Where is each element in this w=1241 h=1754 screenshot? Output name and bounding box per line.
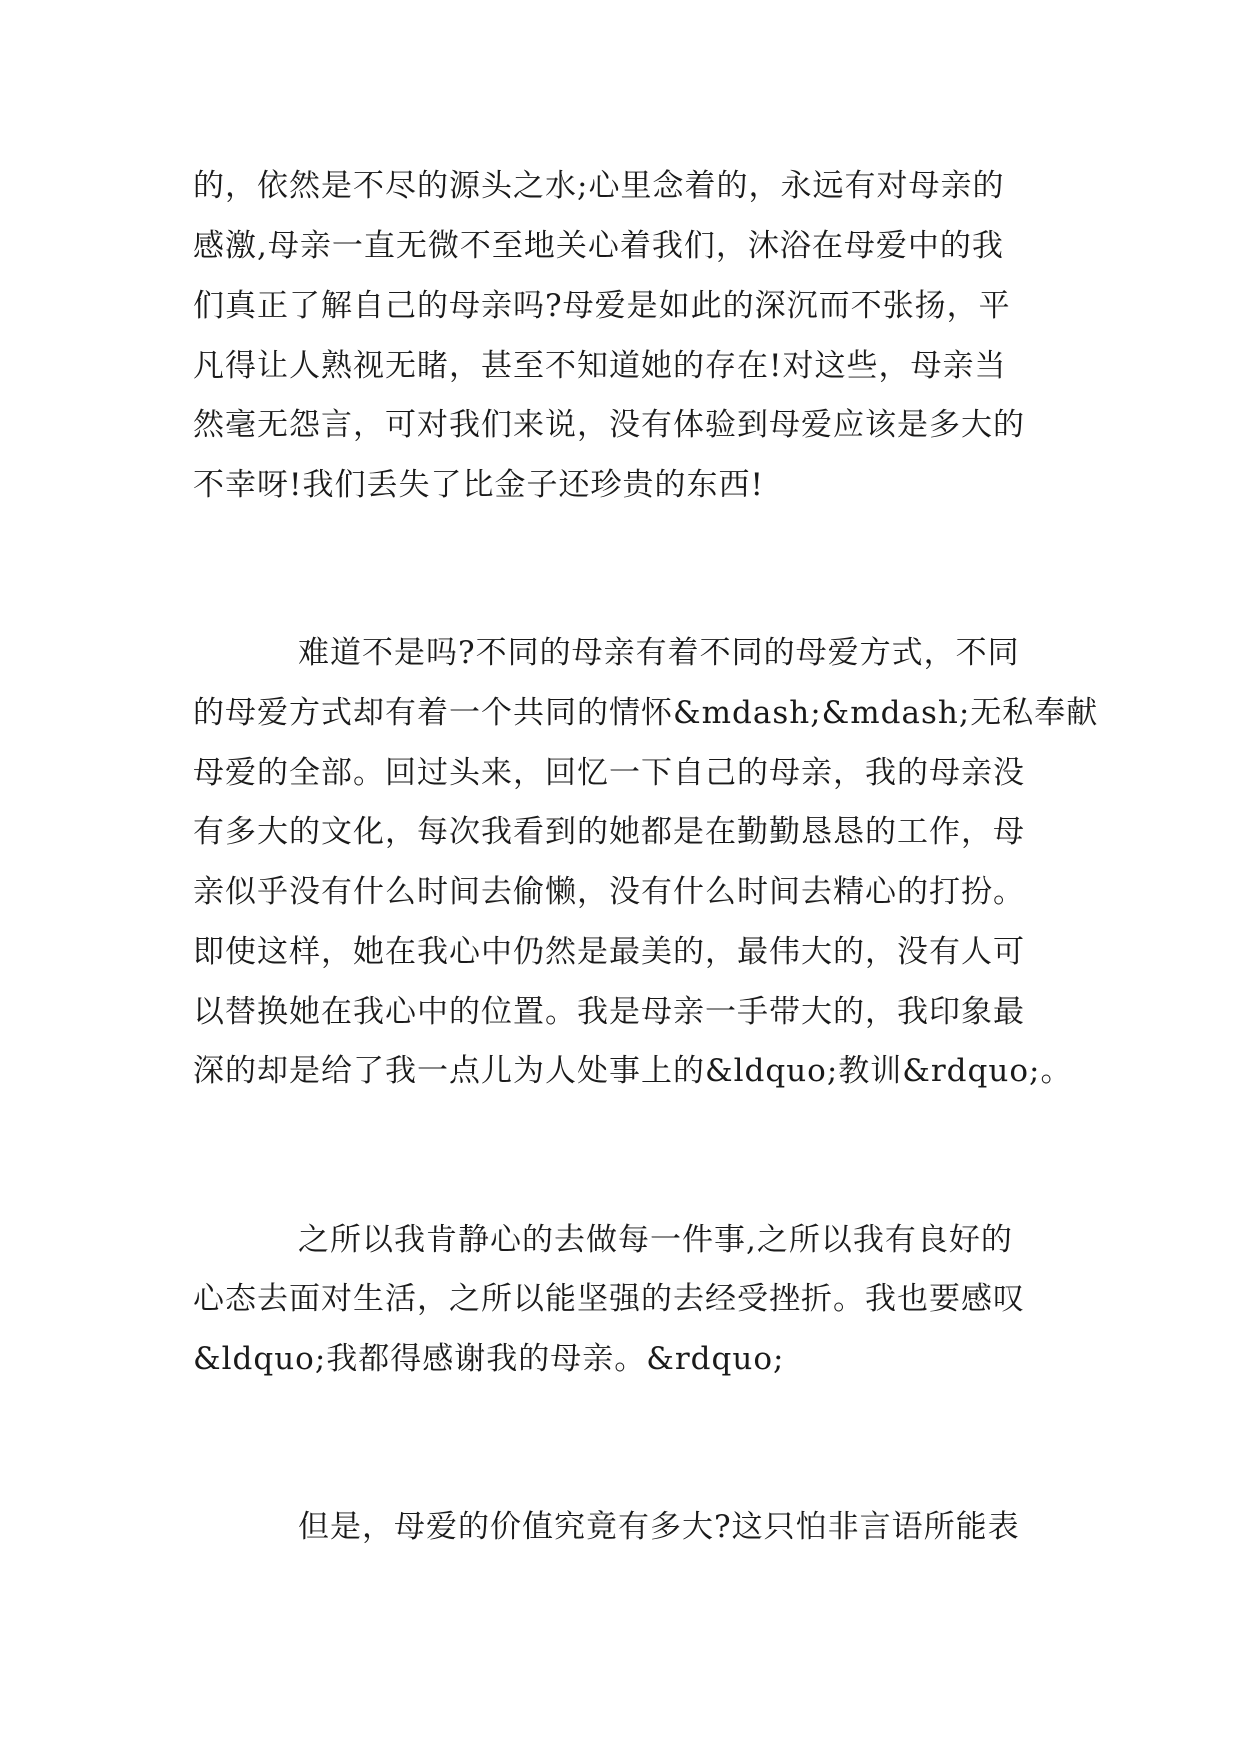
- paragraph-2-line-1: 难道不是吗?不同的母亲有着不同的母爱方式，不同: [298, 635, 1020, 671]
- paragraph-2-line-8: 深的却是给了我一点儿为人处事上的&ldquo;教训&rdquo;。: [193, 1053, 1073, 1089]
- paragraph-1-line-4: 凡得让人熟视无睹，甚至不知道她的存在!对这些，母亲当: [193, 348, 1007, 384]
- paragraph-2-line-7: 以替换她在我心中的位置。我是母亲一手带大的，我印象最: [193, 994, 1025, 1030]
- paragraph-1-line-6: 不幸呀!我们丢失了比金子还珍贵的东西!: [193, 467, 764, 503]
- paragraph-2-line-2: 的母爱方式却有着一个共同的情怀&mdash;&mdash;无私奉献: [193, 695, 1099, 731]
- paragraph-2-line-3: 母爱的全部。回过头来，回忆一下自己的母亲，我的母亲没: [193, 755, 1025, 791]
- paragraph-3-line-2: 心态去面对生活，之所以能坚强的去经受挫折。我也要感叹: [193, 1281, 1025, 1317]
- paragraph-2-line-5: 亲似乎没有什么时间去偷懒，没有什么时间去精心的打扮。: [193, 874, 1025, 910]
- paragraph-3-line-1: 之所以我肯静心的去做每一件事,之所以我有良好的: [298, 1222, 1013, 1258]
- paragraph-1-line-3: 们真正了解自己的母亲吗?母爱是如此的深沉而不张扬，平: [193, 288, 1011, 324]
- paragraph-1-line-1: 的，依然是不尽的源头之水;心里念着的，永远有对母亲的: [193, 168, 1005, 204]
- paragraph-4-line-1: 但是，母爱的价值究竟有多大?这只怕非言语所能表: [298, 1509, 1020, 1545]
- paragraph-1-line-5: 然毫无怨言，可对我们来说，没有体验到母爱应该是多大的: [193, 407, 1025, 443]
- paragraph-1-line-2: 感激,母亲一直无微不至地关心着我们，沐浴在母爱中的我: [193, 228, 1004, 264]
- paragraph-3-line-3: &ldquo;我都得感谢我的母亲。&rdquo;: [193, 1341, 785, 1377]
- paragraph-2-line-4: 有多大的文化，每次我看到的她都是在勤勤恳恳的工作，母: [193, 814, 1025, 850]
- paragraph-2-line-6: 即使这样，她在我心中仍然是最美的，最伟大的，没有人可: [193, 934, 1025, 970]
